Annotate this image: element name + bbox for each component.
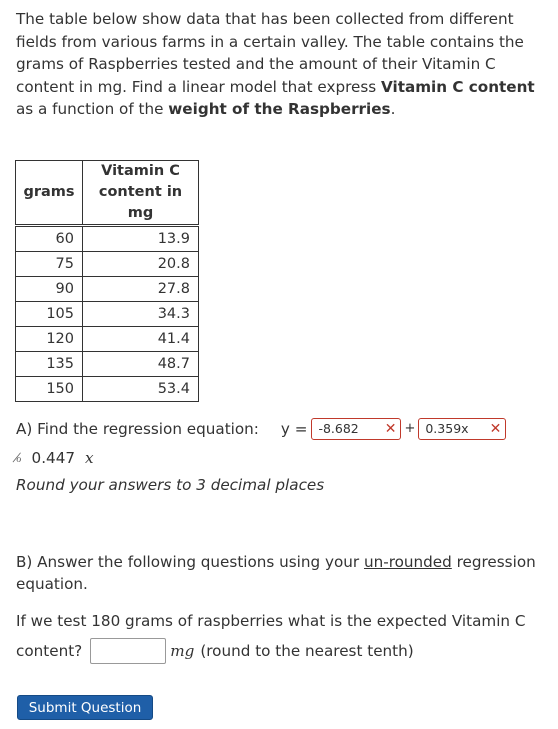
part-b-underlined: un-rounded (363, 553, 452, 571)
part-b-instruction (16, 551, 546, 595)
intro-text: The table below show data that has been collected from different fields from various farms in a certain valley. The table contains the grams of Raspberries tested and the amount of their Vitamin C content in mg. Find a linear model that express (16, 10, 524, 96)
header-grams: grams (16, 161, 83, 226)
header-vitamin-c: Vitamin C content in mg (83, 161, 199, 226)
submit-question-button[interactable]: Submit Question (17, 695, 153, 720)
cell-grams: 120 (16, 327, 83, 352)
intro-bold-vitamin: Vitamin C content (381, 77, 535, 96)
round-tenth-note: (round to the nearest tenth) (200, 642, 414, 660)
shown-value: 0.447 (31, 449, 76, 467)
variable-x: x (85, 449, 94, 467)
y-equals: y = (280, 420, 308, 438)
problem-statement (16, 8, 546, 121)
slope-answer-box[interactable] (418, 418, 506, 440)
cell-vitamin: 41.4 (83, 327, 199, 352)
cell-grams: 75 (16, 252, 83, 277)
table-header-row (16, 161, 199, 226)
intercept-answer-box[interactable] (311, 418, 401, 440)
cell-vitamin: 48.7 (83, 352, 199, 377)
table-row (16, 352, 199, 377)
part-b-question-line2 (16, 638, 414, 664)
vitamin-c-answer-input[interactable] (90, 638, 166, 664)
table-row (16, 302, 199, 327)
part-a-question (16, 418, 506, 440)
part-b-question-line1: If we test 180 grams of raspberries what is the expected Vitamin C (16, 612, 526, 630)
rounding-note: Round your answers to 3 decimal places (16, 476, 325, 494)
cell-vitamin: 34.3 (83, 302, 199, 327)
cell-grams: 90 (16, 277, 83, 302)
data-table (15, 160, 199, 402)
slope-value: 0.359x (425, 421, 469, 436)
table-row (16, 252, 199, 277)
plus-sign: + (404, 421, 416, 436)
part-b-text: B) Answer the following questions using your (16, 553, 364, 571)
cell-vitamin: 13.9 (83, 226, 199, 252)
table-row (16, 226, 199, 252)
retry-icon[interactable]: ℴ̸ (16, 451, 22, 465)
cell-vitamin: 53.4 (83, 377, 199, 402)
intro-text-3: . (390, 100, 396, 118)
wrong-answer-icon: ✕ (384, 421, 397, 437)
intercept-value: -8.682 (318, 421, 359, 436)
cell-grams: 135 (16, 352, 83, 377)
part-a-label: A) Find the regression equation: (16, 420, 259, 438)
cell-grams: 105 (16, 302, 83, 327)
cell-grams: 150 (16, 377, 83, 402)
unit-mg: mg (170, 642, 195, 660)
cell-grams: 60 (16, 226, 83, 252)
table-row (16, 377, 199, 402)
correct-value-line (16, 449, 94, 467)
intro-bold-weight: weight of the Raspberries (168, 100, 391, 118)
table-row (16, 277, 199, 302)
part-b-text-2: regression equation. (16, 553, 536, 593)
table-row (16, 327, 199, 352)
wrong-answer-icon: ✕ (489, 421, 502, 437)
intro-text-2: as a function of the (16, 100, 169, 118)
cell-vitamin: 20.8 (83, 252, 199, 277)
part-b-question-end: content? (16, 642, 83, 660)
cell-vitamin: 27.8 (83, 277, 199, 302)
